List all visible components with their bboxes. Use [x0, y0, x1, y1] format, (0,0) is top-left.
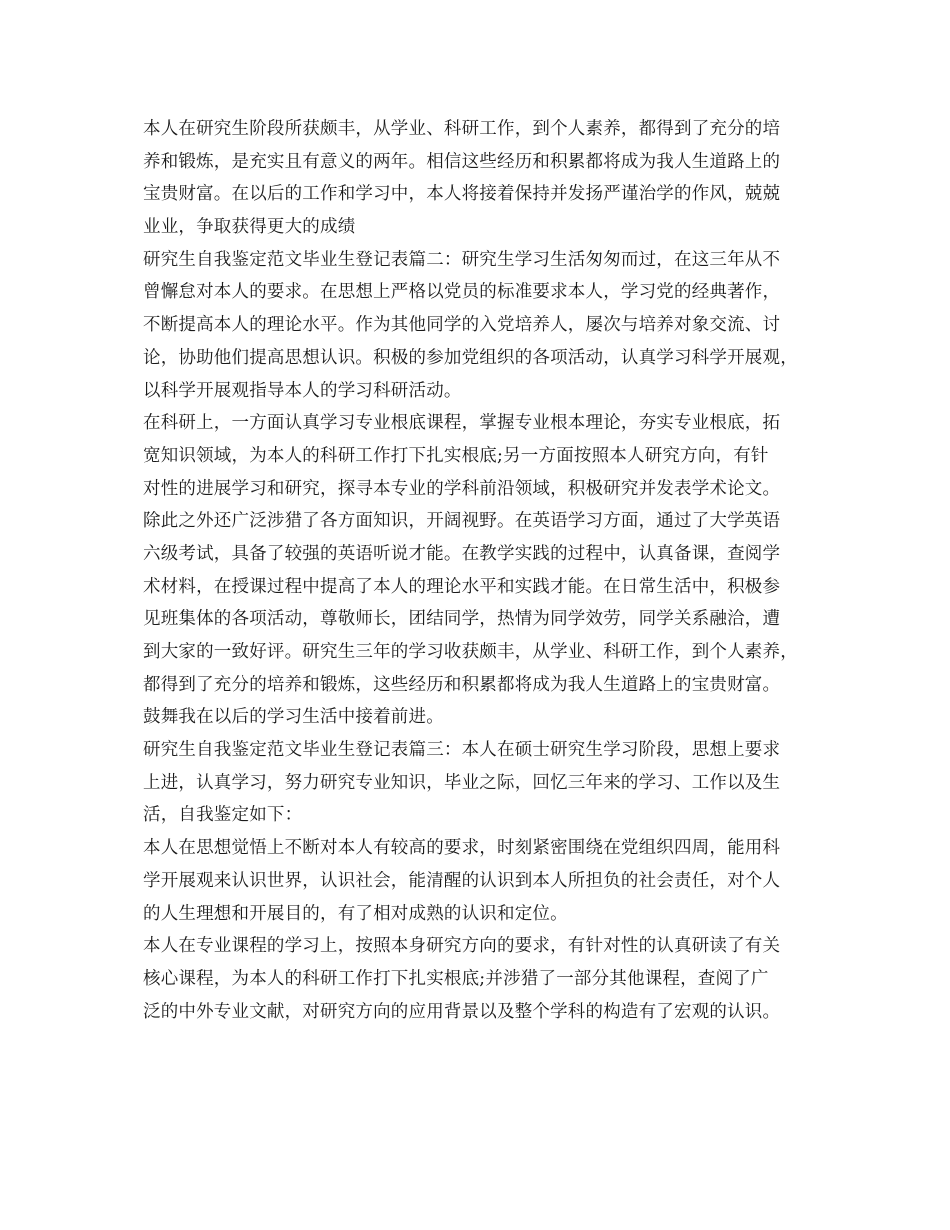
text-line: 术材料，在授课过程中提高了本人的理论水平和实践才能。在日常生活中，积极参 — [143, 576, 781, 597]
text-line: 六级考试，具备了较强的英语听说才能。在教学实践的过程中，认真备课，查阅学 — [143, 543, 781, 564]
text-line: 宽知识领域，为本人的科研工作打下扎实根底;另一方面按照本人研究方向，有针 — [143, 445, 769, 466]
text-line: 以科学开展观指导本人的学习科研活动。 — [143, 380, 462, 401]
text-line: 对性的进展学习和研究，探寻本专业的学科前沿领域，积极研究并发表学术论文。 — [143, 478, 781, 499]
text-line: 业业，争取获得更大的成绩 — [143, 217, 356, 238]
document-body — [143, 113, 833, 1028]
text-line: 不断提高本人的理论水平。作为其他同学的入党培养人，屡次与培养对象交流、讨 — [143, 315, 781, 336]
text-line: 本人在专业课程的学习上，按照本身研究方向的要求，有针对性的认真研读了有关 — [143, 936, 781, 957]
text-line: 曾懈怠对本人的要求。在思想上严格以党员的标准要求本人，学习党的经典著作， — [143, 282, 781, 303]
text-line: 研究生自我鉴定范文毕业生登记表篇三：本人在硕士研究生学习阶段，思想上要求 — [143, 740, 781, 761]
text-line: 都得到了充分的培养和锻炼，这些经历和积累都将成为我人生道路上的宝贵财富。 — [143, 674, 781, 695]
text-line: 本人在思想觉悟上不断对本人有较高的要求，时刻紧密围绕在党组织四周，能用科 — [143, 838, 781, 859]
text-line: 到大家的一致好评。研究生三年的学习收获颇丰，从学业、科研工作，到个人素养， — [143, 642, 798, 662]
text-line: 研究生自我鉴定范文毕业生登记表篇二：研究生学习生活匆匆而过，在这三年从不 — [143, 249, 781, 270]
text-line: 宝贵财富。在以后的工作和学习中，本人将接着保持并发扬严谨治学的作风，兢兢 — [143, 184, 781, 205]
text-line: 活，自我鉴定如下： — [143, 805, 303, 826]
text-line: 核心课程，为本人的科研工作打下扎实根底;并涉猎了一部分其他课程，查阅了广 — [143, 968, 769, 989]
text-line: 见班集体的各项活动，尊敬师长，团结同学，热情为同学效劳，同学关系融洽，遭 — [143, 609, 781, 630]
text-line: 上进，认真学习，努力研究专业知识，毕业之际，回忆三年来的学习、工作以及生 — [143, 772, 781, 793]
text-line: 的人生理想和开展目的，有了相对成熟的认识和定位。 — [143, 903, 568, 924]
text-line: 在科研上，一方面认真学习专业根底课程，掌握专业根本理论，夯实专业根底，拓 — [143, 413, 781, 434]
text-line: 本人在研究生阶段所获颇丰，从学业、科研工作，到个人素养，都得到了充分的培 — [143, 119, 781, 139]
text-line: 除此之外还广泛涉猎了各方面知识，开阔视野。在英语学习方面，通过了大学英语 — [143, 511, 781, 532]
text-line: 学开展观来认识世界，认识社会，能清醒的认识到本人所担负的社会责任，对个人 — [143, 870, 781, 891]
text-line: 养和锻炼，是充实且有意义的两年。相信这些经历和积累都将成为我人生道路上的 — [143, 151, 781, 172]
text-line: 论，协助他们提高思想认识。积极的参加党组织的各项活动，认真学习科学开展观， — [143, 347, 798, 368]
text-line: 泛的中外专业文献，对研究方向的应用背景以及整个学科的构造有了宏观的认识。 — [143, 1001, 781, 1022]
text-line: 鼓舞我在以后的学习生活中接着前进。 — [143, 707, 444, 728]
